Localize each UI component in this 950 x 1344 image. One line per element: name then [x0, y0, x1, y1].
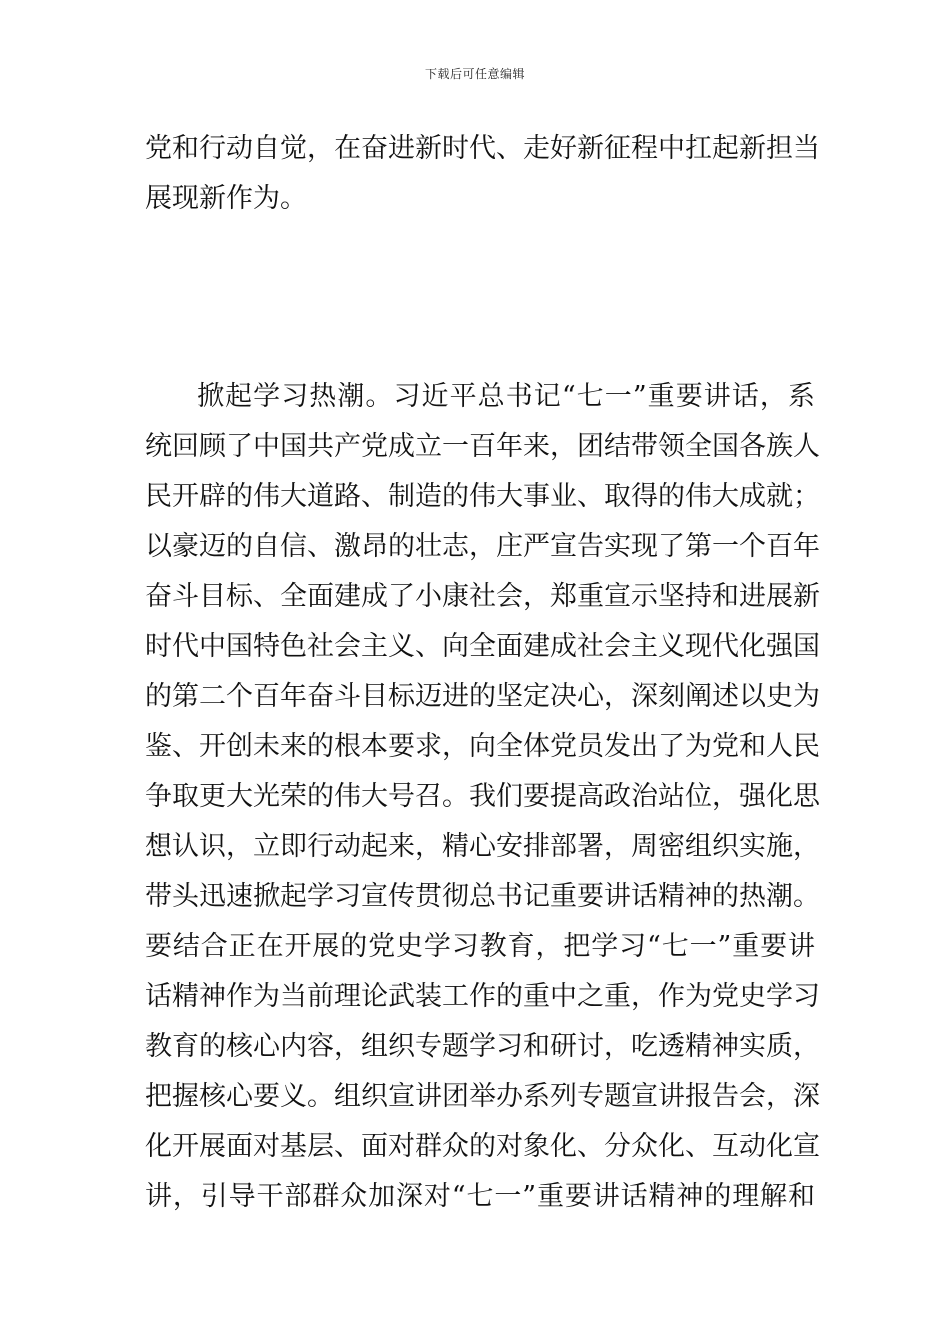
paragraph-line: 鉴、开创未来的根本要求，向全体党员发出了为党和人民 [145, 731, 820, 762]
paragraph-line: 讲，引导干部群众加深对“七一”重要讲话精神的理解和 [145, 1181, 815, 1212]
paragraph-line: 时代中国特色社会主义、向全面建成社会主义现代化强国 [145, 631, 820, 662]
paragraph-line: 奋斗目标、全面建成了小康社会，郑重宣示坚持和进展新 [145, 581, 820, 612]
paragraph-line: 统回顾了中国共产党成立一百年来，团结带领全国各族人 [145, 431, 820, 462]
paragraph-line: 民开辟的伟大道路、制造的伟大事业、取得的伟大成就； [145, 481, 820, 512]
paragraph-line: 以豪迈的自信、激昂的壮志，庄严宣告实现了第一个百年 [145, 531, 820, 562]
paragraph-line: 化开展面对基层、面对群众的对象化、分众化、互动化宣 [145, 1131, 820, 1162]
paragraph-line: 把握核心要义。组织宣讲团举办系列专题宣讲报告会，深 [145, 1081, 820, 1112]
paragraph-line: 争取更大光荣的伟大号召。我们要提高政治站位，强化思 [145, 781, 820, 812]
continuation-line: 党和行动自觉，在奋进新时代、走好新征程中扛起新担当 [145, 133, 820, 164]
paragraph-line: 想认识，立即行动起来，精心安排部署，周密组织实施， [145, 831, 820, 862]
continuation-line: 展现新作为。 [145, 183, 307, 214]
paragraph-line: 带头迅速掀起学习宣传贯彻总书记重要讲话精神的热潮。 [145, 881, 820, 912]
paragraph-line: 的第二个百年奋斗目标迈进的坚定决心，深刻阐述以史为 [145, 681, 820, 712]
paragraph-line: 要结合正在开展的党史学习教育，把学习“七一”重要讲 [145, 931, 815, 962]
paragraph-line: 掀起学习热潮。习近平总书记“七一”重要讲话，系 [197, 381, 815, 412]
paragraph-line: 话精神作为当前理论武装工作的重中之重，作为党史学习 [145, 981, 820, 1012]
paragraph-line: 教育的核心内容，组织专题学习和研讨，吃透精神实质， [145, 1031, 820, 1062]
download-note: 下载后可任意编辑 [424, 67, 525, 81]
